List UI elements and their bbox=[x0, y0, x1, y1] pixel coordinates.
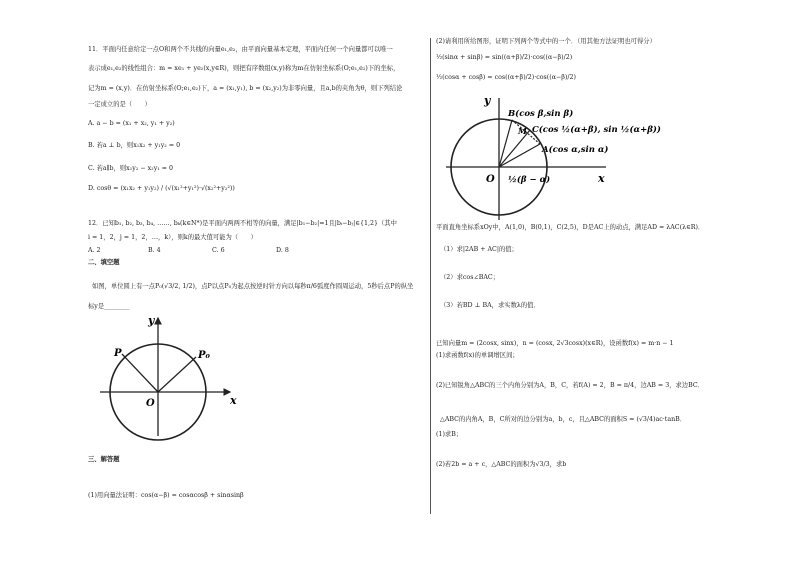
q12-option-b: B. 4 bbox=[148, 247, 161, 254]
fill-question-line-1: 如图，单位圆上有一点P₀(√3/2, 1/2)，点P以点P₀为起点按逆时针方向以每秒π/6弧度作圆周运动，5秒后点P的纵坐 bbox=[92, 283, 414, 290]
q11-line-2: 表示成e₁,e₂的线性组合：m = xe₁ + ye₂(x,y∈R)，则把有序数组(x,y)称为m在仿射坐标系(O;e₁,e₂)下的坐标， bbox=[88, 65, 400, 72]
point-p0-label: P₀ bbox=[198, 350, 210, 361]
part2-line-1: (2)请利用所给图形，证明下列两个等式中的一个．（用其他方法证明也可得分） bbox=[436, 38, 656, 45]
radius-op0 bbox=[158, 357, 196, 392]
q12-line-1: 12．已知b₁, b₂, b₃, b₄, ……, bₖ(k∈N*)是平面内两两不相等的向量，满足|b₁−b₂|=1且|bᵢ−bⱼ|∈{1,2}（其中 bbox=[88, 220, 397, 227]
point-b-label: B(cos β,sin β) bbox=[508, 109, 574, 119]
radius-op bbox=[122, 354, 158, 392]
unit-circle-figure bbox=[98, 312, 248, 438]
q11-line-3: 记为m = (x,y)．在仿射坐标系(O;e₁,e₂)下，a = (x₁,y₁), b = (x₂,y₂)为非零向量，且a,b的夹角为θ，则下列结论 bbox=[88, 85, 403, 92]
q-func-stem: 已知向量m = (2cosx, sinx)，n = (cosx, 2√3cosx)(x∈R)，设函数f(x) = m·n − 1 bbox=[436, 340, 674, 347]
q12-option-a: A. 2 bbox=[88, 247, 101, 254]
q-func-part-2: (2)已知锐角△ABC的三个内角分别为A，B，C，若f(A) = 2，B = π/4，边AB = 3，求边BC． bbox=[436, 382, 704, 389]
part2-identity-cos: ½(cosα + cosβ) = cos((α+β)/2)·cos((α−β)/2) bbox=[436, 74, 576, 81]
q-func-part-1: (1)求函数f(x)的单调增区间； bbox=[436, 352, 519, 359]
q-abc-part-3: （3）若BD ⊥ BA，求实数λ的值． bbox=[440, 302, 540, 309]
trig-y-label: y bbox=[484, 94, 491, 107]
column-divider bbox=[430, 38, 431, 514]
part2-identity-sin: ½(sinα + sinβ) = sin((α+β)/2)·cos((α−β)/2) bbox=[436, 54, 573, 61]
trig-x-label: x bbox=[598, 172, 605, 185]
q-tri-stem: △ABC的内角A，B，C所对的边分别为a，b，c，且△ABC的面积S = (√3/4)ac·tanB． bbox=[440, 416, 687, 423]
q-abc-part-2: （2）求cos∠BAC； bbox=[440, 274, 500, 281]
segment-oa bbox=[499, 144, 540, 167]
origin-label: O bbox=[146, 398, 155, 409]
q11-option-a: A. a − b = (x₁ + x₂, y₁ + y₂) bbox=[88, 120, 175, 127]
q11-option-c: C. 若a∥b，则x₁y₂ − x₂y₁ = 0 bbox=[88, 165, 174, 172]
proof-question: (1)用向量法证明：cos(α−β) = cosαcosβ + sinαsinβ bbox=[88, 492, 244, 499]
q11-option-d: D. cosθ = (x₁x₂ + y₁y₂) / (√(x₁²+y₁²)·√(x₂²+y₂²)) bbox=[88, 185, 235, 192]
q-abc-part-1: （1）求|2AB + AC|的值； bbox=[440, 246, 518, 253]
q11-line-4: 一定成立的是（ ） bbox=[88, 101, 151, 108]
q11-option-b: B. 若a ⊥ b，则x₁x₂ + y₁y₂ = 0 bbox=[88, 142, 181, 149]
fill-question-line-2: 标y是________ bbox=[88, 303, 130, 310]
q-tri-part-2: (2)若2b = a + c，△ABC的面积为√3/3，求b bbox=[436, 461, 567, 468]
trig-origin-label: O bbox=[486, 174, 495, 185]
trig-figure bbox=[446, 92, 661, 222]
section-fill-heading: 二、填空题 bbox=[88, 259, 120, 266]
q-tri-part-1: (1)求B； bbox=[436, 431, 463, 438]
point-m-label: M bbox=[518, 126, 527, 136]
q12-option-d: D. 8 bbox=[276, 247, 289, 254]
q12-option-c: C. 6 bbox=[212, 247, 225, 254]
angle-label: ½(β − α) bbox=[508, 175, 551, 185]
q12-line-2: i = 1，2，j = 1，2，…，k），则k的最大值可能为（ ） bbox=[88, 234, 257, 241]
point-a-label: A(cos α,sin α) bbox=[542, 145, 609, 155]
q11-line-1: 11．平面内任意给定一点O和两个不共线的向量e₁,e₂，由平面向量基本定理，平面内任何一个向量都可以唯一 bbox=[88, 46, 393, 53]
point-c-label: C(cos ½(α+β), sin ½(α+β)) bbox=[532, 125, 661, 135]
point-p-label: P bbox=[114, 348, 122, 359]
q-abc-stem: 平面直角坐标系xOy中，A(1,0)，B(0,1)，C(2,5)，D是AC上的动点，满足AD = λAC(λ∈R)． bbox=[436, 224, 705, 231]
x-axis-label: x bbox=[230, 394, 237, 407]
y-axis-label: y bbox=[148, 314, 155, 327]
section-answer-heading: 三、解答题 bbox=[88, 456, 120, 463]
